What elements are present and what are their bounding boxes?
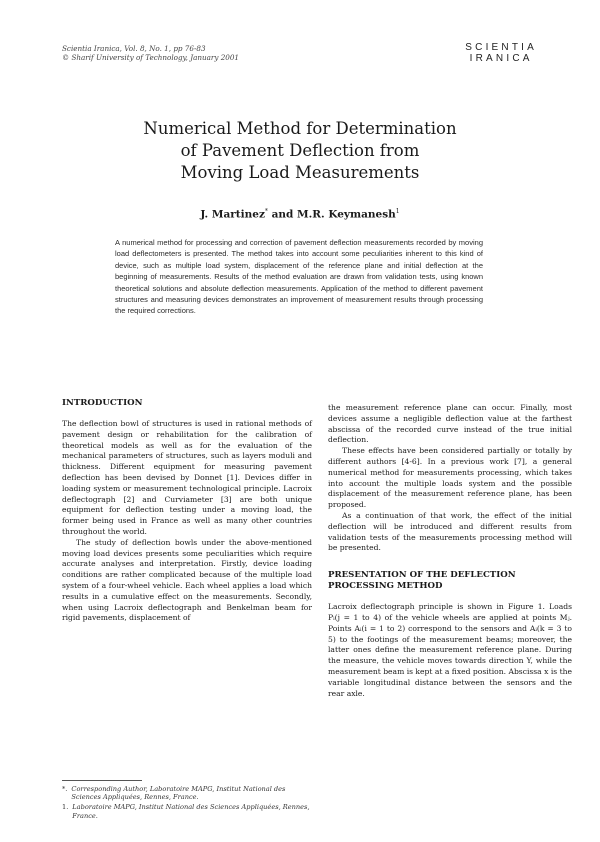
footnote-1-mark: *. [62, 785, 68, 793]
author-joiner: and [267, 208, 298, 221]
section-spacer [328, 554, 572, 570]
author-1-mark: * [264, 208, 268, 215]
footnote-1 [62, 785, 312, 801]
journal-logo-line2: IRANICA [469, 53, 533, 64]
journal-citation: Scientia Iranica, Vol. 8, No. 1, pp 76-83 [62, 44, 206, 53]
footnote-rule [62, 780, 142, 781]
footnote-1-text: Corresponding Author, Laboratoire MAPG, Institut National des Sciences Appliquées, Rennes, France. [71, 785, 286, 802]
footnote-2 [62, 803, 312, 819]
paper-title-line2: of Pavement Deflection from [180, 141, 420, 160]
authors [0, 208, 600, 221]
introduction-heading: INTRODUCTION [62, 398, 143, 408]
author-2-mark: 1 [395, 208, 400, 215]
journal-copyright: © Sharif University of Technology, January 2001 [62, 53, 240, 62]
journal-info [62, 44, 239, 62]
footnote-2-text: Laboratoire MAPG, Institut National des Sciences Appliquées, Rennes, France. [72, 803, 310, 820]
abstract: A numerical method for processing and correction of pavement deflection measurements recorded by moving load deflectometers is presented. The method takes into account some peculiarities inherent to this kind of device, such as multiple load system, displacement of the reference plane and initial deflection at the beginning of measurements. Results of the method evaluation are drawn from validation tests, using known theoretical solutions and absolute deflection measurements. Application of the method to different pavement structures and measuring devices demonstrates an improvement of measurement results through processing the required corrections. [115, 238, 483, 316]
presentation-heading-line1: PRESENTATION OF THE DEFLECTION [328, 570, 516, 581]
author-2: M.R. Keymanesh [297, 208, 396, 221]
footnotes [62, 780, 312, 822]
journal-logo-line1: SCIENTIA [465, 42, 537, 53]
paper-title [0, 118, 600, 184]
introduction-paragraph-1: The deflection bowl of structures is used in rational methods of pavement design or rehabilitation for the calibration of theoretical models as well as for the evaluation of the mechanical parameters of structures, such as layers moduli and thickness. Different equipment for measuring pavement deflection has been devised by Donnet [1]. Devices differ in loading system or measurement technological principle. Lacroix deflectograph [2] and Curviameter [3] are both unique equipment for deflection testing under a moving load, the former being used in France as well as many other countries throughout the world. [62, 419, 312, 536]
footnote-2-mark: 1. [62, 803, 69, 812]
introduction-paragraph-4: As a continuation of that work, the effect of the initial deflection will be introduced and different results from validation tests of the measurements processing method will be presented. [328, 510, 572, 553]
author-1: J. Martinez [200, 208, 265, 221]
presentation-heading-line2: PROCESSING METHOD [328, 581, 443, 592]
introduction-paragraph-3: These effects have been considered partially or totally by different authors [4-6]. In a previous work [7], a general numerical method for measurements processing, which takes into account the multiple loads system and the possible displacement of the measurement reference plane, has been proposed. [328, 446, 572, 510]
paper-title-line3: Moving Load Measurements [180, 163, 420, 182]
introduction-paragraph-2: The study of deflection bowls under the above-mentioned moving load devices presents some peculiarities which require accurate analyses and interpretation. Firstly, device loading conditions are rather complicated because of the multiple load system of a four-wheel vehicle. Each wheel applies a load which results in a cumulative effect on the measurements. Secondly, when using Lacroix deflectograph and Benkelman beam for rigid pavements, displacement of [62, 537, 312, 623]
presentation-paragraph-1: Lacroix deflectograph principle is shown in Figure 1. Loads Pᵢ(j = 1 to 4) of the vehicle wheels are applied at points Mⱼ. Points Aᵢ(i = 1 to 2) correspond to the sensors and Aᵢ(k = 3 to 5) to the footings of the measurement beams; moreover, the latter ones define the measurement reference plane. During the measure, the vehicle moves towards direction Y, while the measurement beam is kept at a fixed position. Abscissa x is the variable longitudinal distance between the sensors and the rear axle. [328, 602, 572, 698]
journal-logo [465, 42, 537, 64]
presentation-heading [328, 570, 572, 592]
right-column [328, 403, 572, 699]
introduction-paragraph-2-continued: the measurement reference plane can occur. Finally, most devices assume a negligible deflection value at the farthest abscissa of the recorded curve instead of the true initial deflection. [328, 403, 572, 445]
paper-title-line1: Numerical Method for Determination [143, 119, 457, 138]
left-column [62, 398, 312, 624]
